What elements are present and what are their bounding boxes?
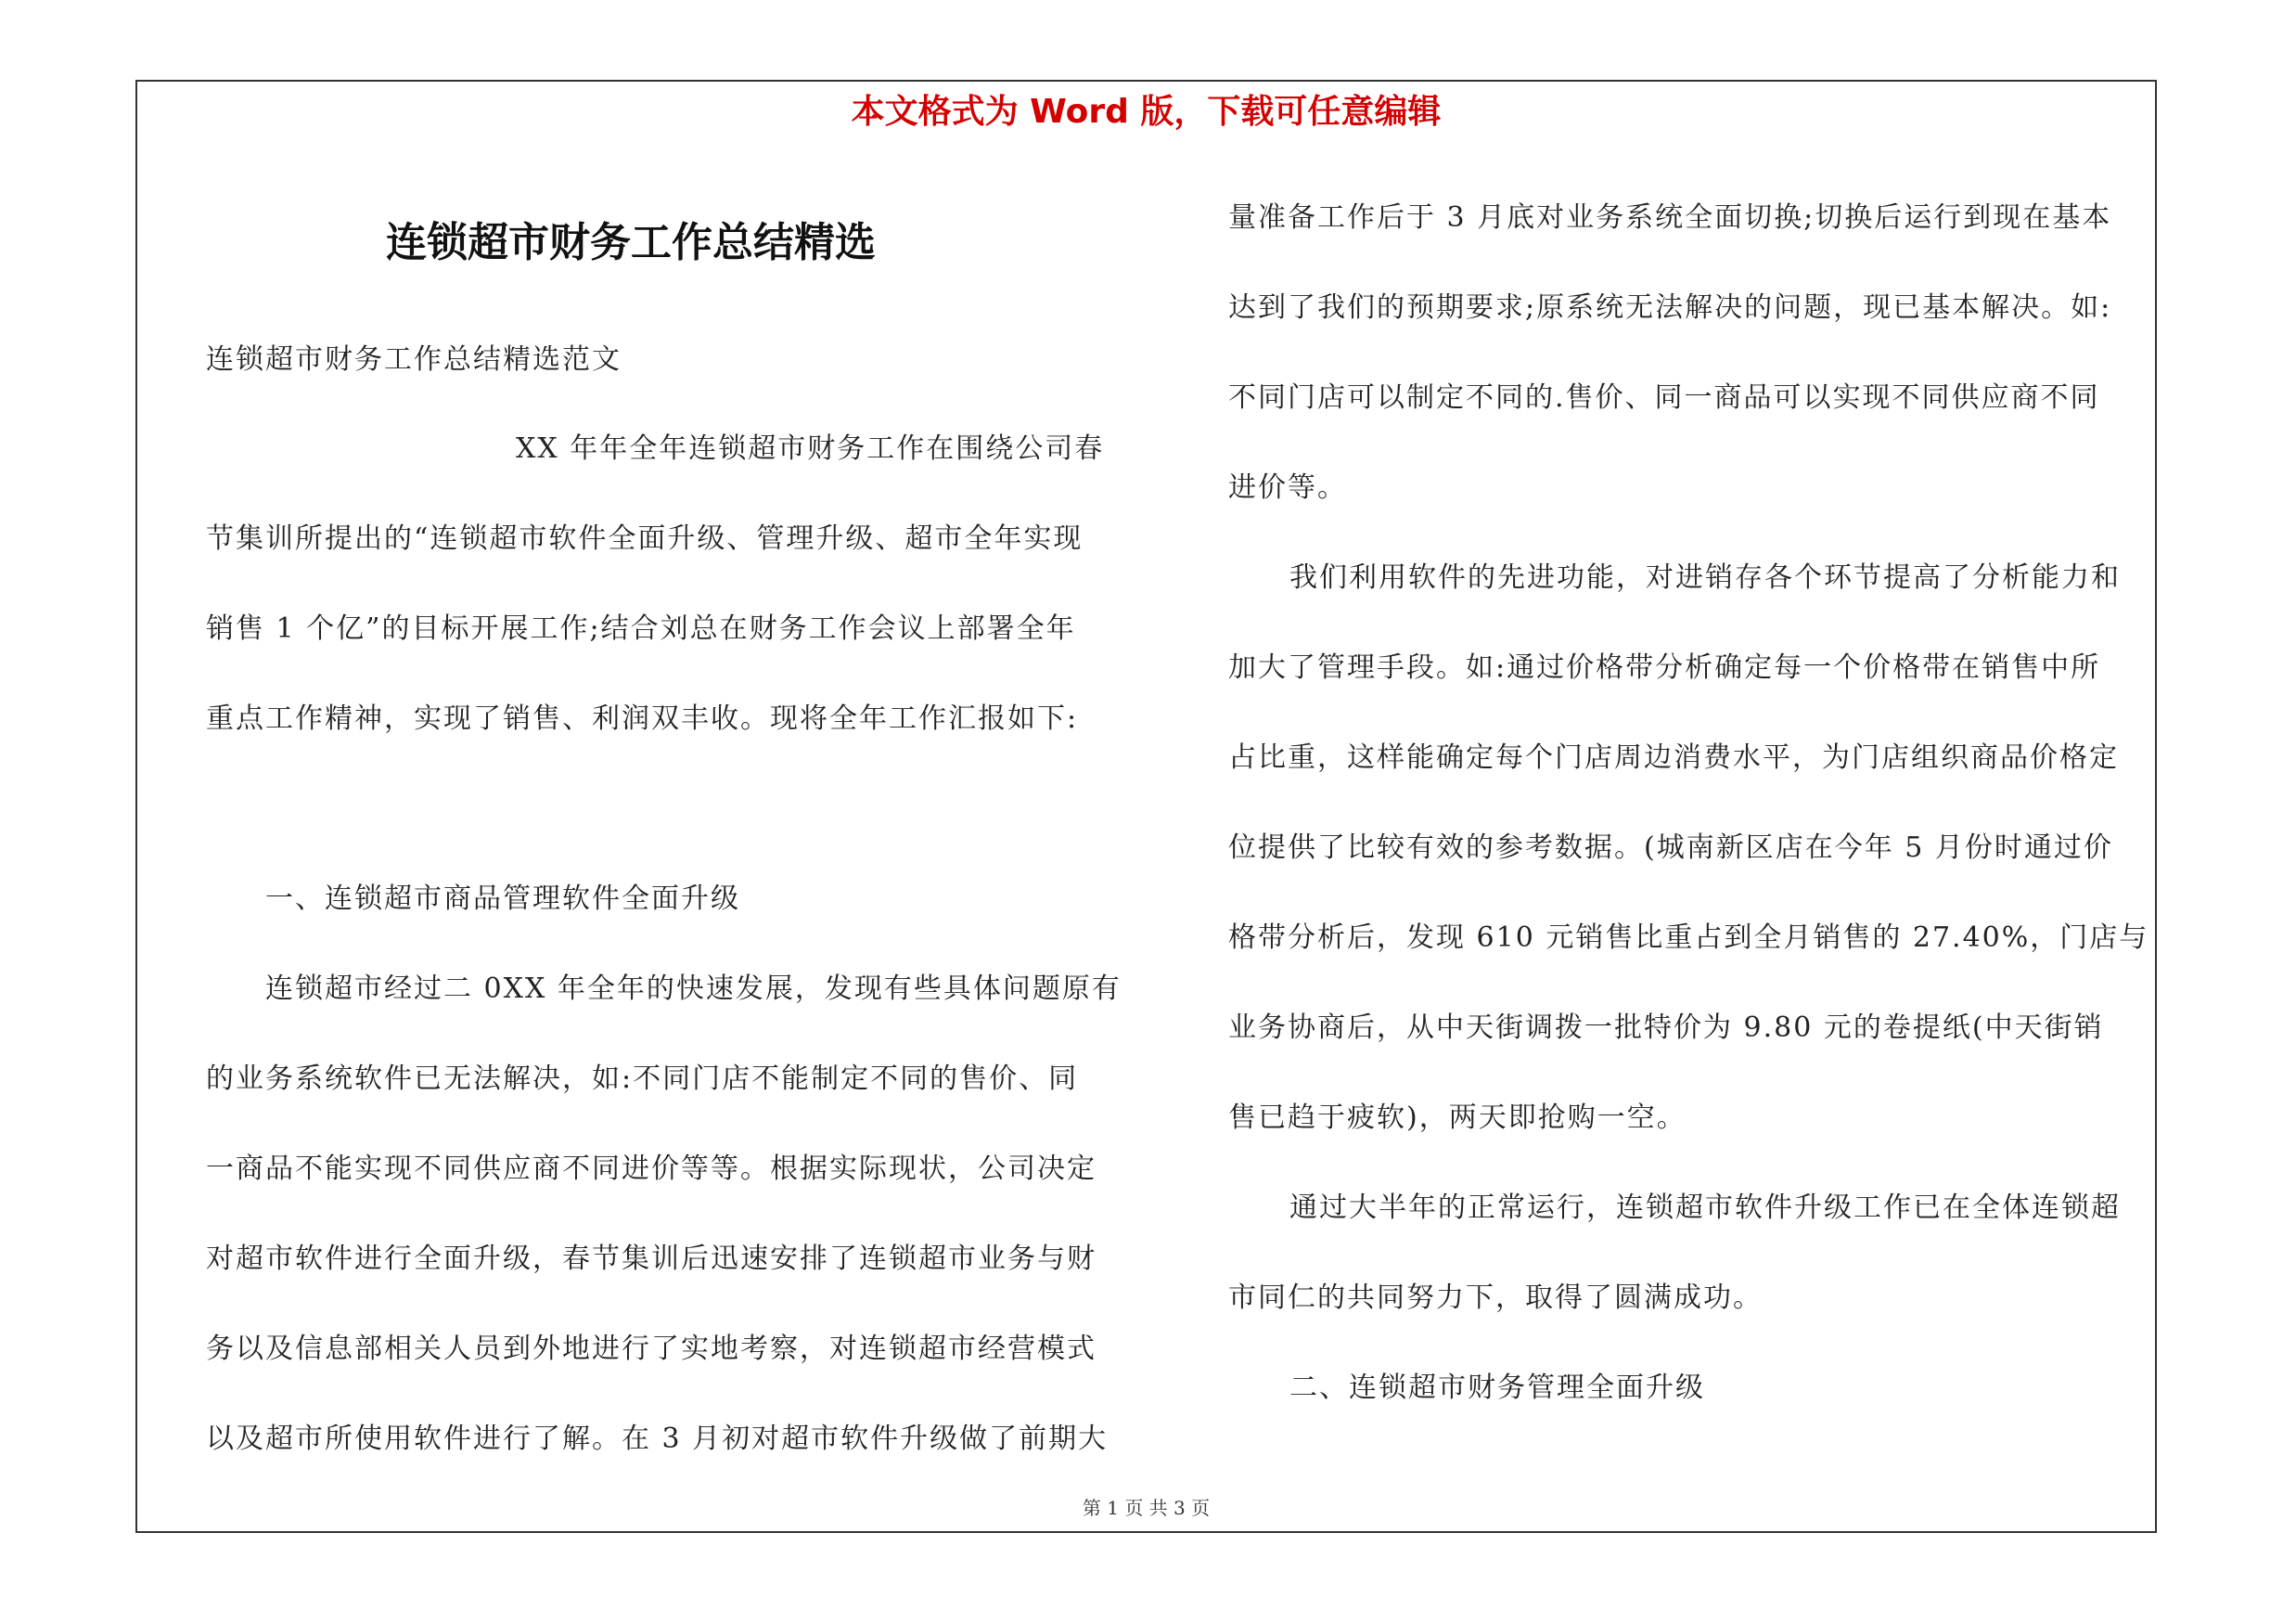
body-line: 业务协商后，从中天街调拨一批特价为 9.80 元的卷提纸(中天街销	[1228, 1011, 2104, 1044]
body-line: 通过大半年的正常运行，连锁超市软件升级工作已在全体连锁超	[1289, 1191, 2121, 1224]
page-number: 第 1 页 共 3 页	[1082, 1497, 1211, 1519]
body-line: 量准备工作后于 3 月底对业务系统全面切换;切换后运行到现在基本	[1228, 201, 2112, 234]
body-line: 市同仁的共同努力下，取得了圆满成功。	[1228, 1282, 1763, 1314]
section-heading: 一、连锁超市商品管理软件全面升级	[265, 882, 740, 915]
body-line: 达到了我们的预期要求;原系统无法解决的问题，现已基本解决。如:	[1228, 291, 2112, 324]
body-line: 连锁超市财务工作总结精选范文	[206, 343, 622, 376]
section-heading: 二、连锁超市财务管理全面升级	[1289, 1372, 1705, 1404]
body-line: 务以及信息部相关人员到外地进行了实地考察，对连锁超市经营模式	[206, 1333, 1097, 1365]
body-line: 节集训所提出的“连锁超市软件全面升级、管理升级、超市全年实现	[206, 522, 1084, 555]
body-line: 对超市软件进行全面升级，春节集训后迅速安排了连锁超市业务与财	[206, 1243, 1097, 1275]
body-line: 不同门店可以制定不同的.售价、同一商品可以实现不同供应商不同	[1228, 381, 2100, 414]
body-line: 位提供了比较有效的参考数据。(城南新区店在今年 5 月份时通过价	[1228, 831, 2113, 864]
body-line: 占比重，这样能确定每个门店周边消费水平，为门店组织商品价格定	[1228, 741, 2119, 774]
body-line: 重点工作精神，实现了销售、利润双丰收。现将全年工作汇报如下:	[206, 702, 1079, 735]
body-line: XX 年年全年连锁超市财务工作在围绕公司春	[516, 432, 1105, 465]
body-line: 加大了管理手段。如:通过价格带分析确定每一个价格带在销售中所	[1228, 651, 2101, 684]
body-line: 售已趋于疲软)，两天即抢购一空。	[1228, 1101, 1687, 1134]
body-line: 连锁超市经过二 0XX 年全年的快速发展，发现有些具体问题原有	[265, 973, 1122, 1005]
format-banner: 本文格式为 Word 版，下载可任意编辑	[851, 93, 1442, 131]
body-line: 格带分析后，发现 610 元销售比重占到全月销售的 27.40%，门店与	[1228, 921, 2149, 954]
document-title: 连锁超市财务工作总结精选	[386, 219, 876, 266]
body-line: 销售 1 个亿”的目标开展工作;结合刘总在财务工作会议上部署全年	[206, 612, 1076, 645]
body-line: 我们利用软件的先进功能，对进销存各个环节提高了分析能力和	[1289, 561, 2121, 594]
body-line: 以及超市所使用软件进行了解。在 3 月初对超市软件升级做了前期大	[206, 1423, 1109, 1455]
body-line: 的业务系统软件已无法解决，如:不同门店不能制定不同的售价、同	[206, 1063, 1079, 1095]
body-line: 进价等。	[1228, 471, 1347, 504]
body-line: 一商品不能实现不同供应商不同进价等等。根据实际现状，公司决定	[206, 1153, 1097, 1185]
